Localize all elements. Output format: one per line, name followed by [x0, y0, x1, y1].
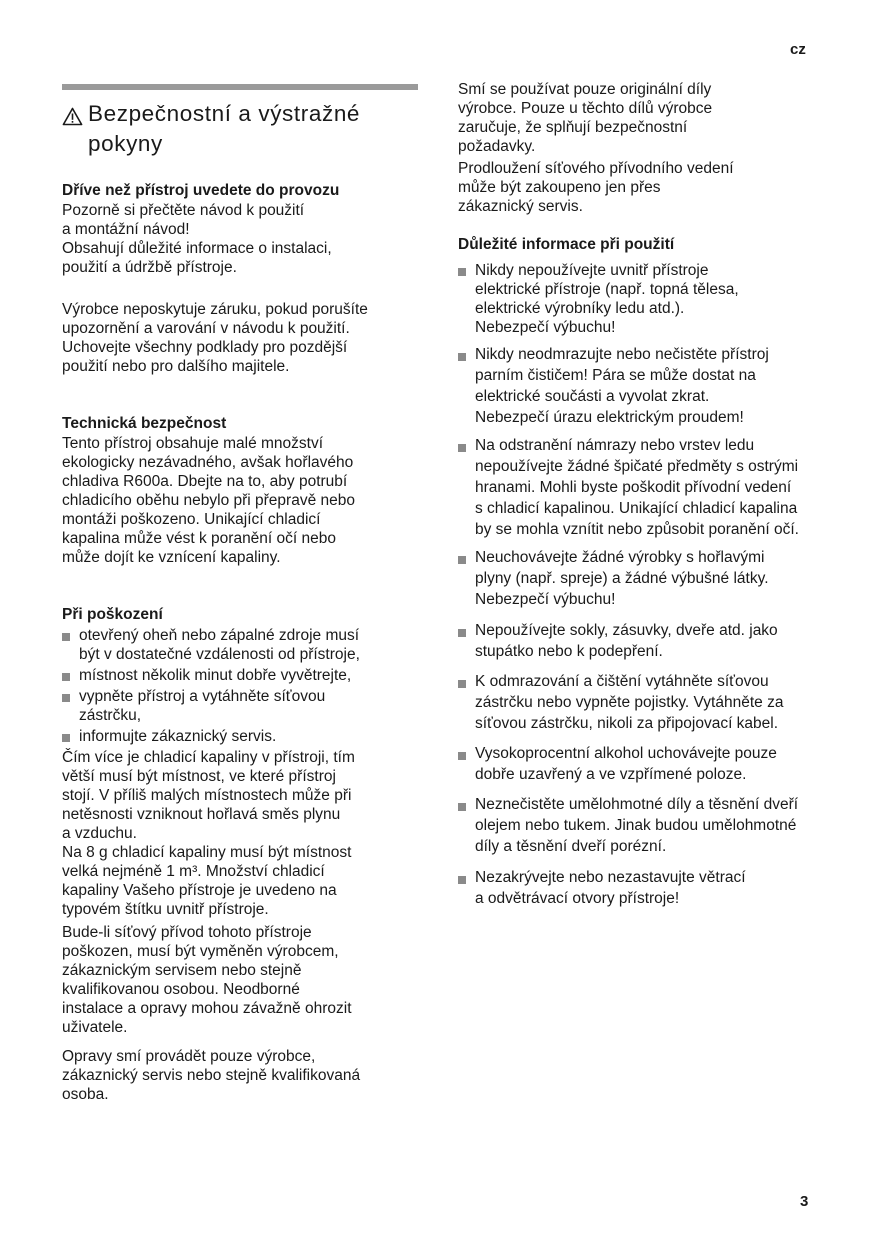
page-number: 3 [800, 1193, 809, 1210]
language-code: cz [790, 41, 806, 58]
bullet-square-icon [458, 556, 466, 564]
list-item: vypněte přístroj a vytáhněte síťovou zástrčku, [62, 687, 418, 725]
list-item: Nezakrývejte nebo nezastavujte větrací a odvětrávací otvory přístroje! [458, 867, 848, 909]
refrigerant-room-paragraph: Čím více je chladicí kapaliny v přístroji, tím větší musí být místnost, ve které přístroj stojí. V příliš malých místnostech může při netěsnosti vzniknout hořlavá směs plynu a vzduchu. Na 8 g chladicí kapaliny musí být místnost velká nejméně 1 m³. Množství chladicí kapaliny Vašeho přístroje je uvedeno na typovém štítku uvnitř přístroje. [62, 749, 355, 918]
bullet-square-icon [458, 876, 466, 884]
warranty-paragraph: Výrobce neposkytuje záruku, pokud porušíte upozornění a varování v návodu k použití. Uchovejte všechny podklady pro pozdější použití nebo pro dalšího majitele. [62, 301, 368, 375]
technical-safety-paragraph: Tento přístroj obsahuje malé množství ekologicky nezávadného, avšak hořlavého chladiva R600a. Dbejte na to, aby potrubí chladicího oběhu nebylo při přepravě nebo montáži poškozeno. Unikající chladicí kapalina může vést k poranění očí nebo může dojít ke vznícení kapaliny. [62, 435, 355, 566]
list-item: informujte zákaznický servis. [62, 727, 418, 746]
heading-damage: Při poškození [62, 606, 163, 623]
bullet-square-icon [458, 680, 466, 688]
page-title-text: Bezpečnostní a výstražné pokyny [88, 101, 361, 156]
list-item: Neuchovávejte žádné výrobky s hořlavými plyny (např. spreje) a žádné výbušné látky. Nebezpečí výbuchu! [458, 547, 848, 610]
read-manual-paragraph: Pozorně si přečtěte návod k použití a montážní návod! Obsahují důležité informace o instalaci, použití a údržbě přístroje. [62, 202, 332, 276]
list-item: Neznečistěte umělohmotné díly a těsnění dveří olejem nebo tukem. Jinak budou umělohmotné díly a těsnění dveří porézní. [458, 794, 848, 857]
title-rule [62, 84, 418, 90]
usage-warnings-list [458, 261, 848, 909]
bullet-square-icon [458, 353, 466, 361]
list-item: otevřený oheň nebo zápalné zdroje musí být v dostatečné vzdálenosti od přístroje, [62, 626, 418, 664]
power-cord-paragraph: Bude-li síťový přívod tohoto přístroje poškozen, musí být vyměněn výrobcem, zákaznickým servisem nebo stejně kvalifikovanou osobou. Neodborné instalace a opravy mohou závažně ohrozit uživatele. [62, 924, 352, 1036]
list-item: Vysokoprocentní alkohol uchovávejte pouze dobře uzavřený a ve vzpřímené poloze. [458, 743, 848, 785]
bullet-square-icon [458, 803, 466, 811]
list-item: Nepoužívejte sokly, zásuvky, dveře atd. jako stupátko nebo k podepření. [458, 620, 848, 662]
bullet-square-icon [62, 633, 70, 641]
bullet-square-icon [458, 444, 466, 452]
bullet-square-icon [458, 268, 466, 276]
warning-triangle-icon [62, 99, 88, 134]
bullet-square-icon [458, 629, 466, 637]
left-column [62, 84, 418, 1104]
heading-important-info: Důležité informace při použití [458, 236, 675, 253]
bullet-square-icon [62, 694, 70, 702]
bullet-square-icon [458, 752, 466, 760]
original-parts-paragraph: Smí se používat pouze originální díly výrobce. Pouze u těchto dílů výrobce zaručuje, že splňují bezpečnostní požadavky. [458, 81, 713, 155]
right-column [458, 80, 848, 909]
page-title [62, 99, 418, 159]
list-item: Na odstranění námrazy nebo vrstev ledu nepoužívejte žádné špičaté předměty s ostrými hranami. Mohli byste poškodit přívodní vedení s chladicí kapalinou. Unikající chladicí kapalina by se mohla vznítit nebo způsobit poranění očí. [458, 435, 848, 540]
list-item: místnost několik minut dobře vyvětrejte, [62, 666, 418, 685]
extension-cord-paragraph: Prodloužení síťového přívodního vedení může být zakoupeno jen přes zákaznický servis. [458, 160, 734, 215]
list-item: Nikdy nepoužívejte uvnitř přístroje elektrické přístroje (např. topná tělesa, elektrické výrobníky ledu atd.). Nebezpečí výbuchu! [458, 261, 848, 337]
list-item: Nikdy neodmrazujte nebo nečistěte přístroj parním čističem! Pára se může dostat na elektrické součásti a vyvolat zkrat. Nebezpečí úrazu elektrickým proudem! [458, 344, 848, 428]
damage-list [62, 626, 418, 746]
repairs-paragraph: Opravy smí provádět pouze výrobce, zákaznický servis nebo stejně kvalifikovaná osoba. [62, 1048, 361, 1103]
bullet-square-icon [62, 734, 70, 742]
heading-technical-safety: Technická bezpečnost [62, 415, 227, 432]
heading-before-operation: Dříve než přístroj uvedete do provozu [62, 182, 340, 199]
bullet-square-icon [62, 673, 70, 681]
list-item: K odmrazování a čištění vytáhněte síťovou zástrčku nebo vypněte pojistky. Vytáhněte za síťovou zástrčku, nikoli za připojovací kabel. [458, 671, 848, 734]
